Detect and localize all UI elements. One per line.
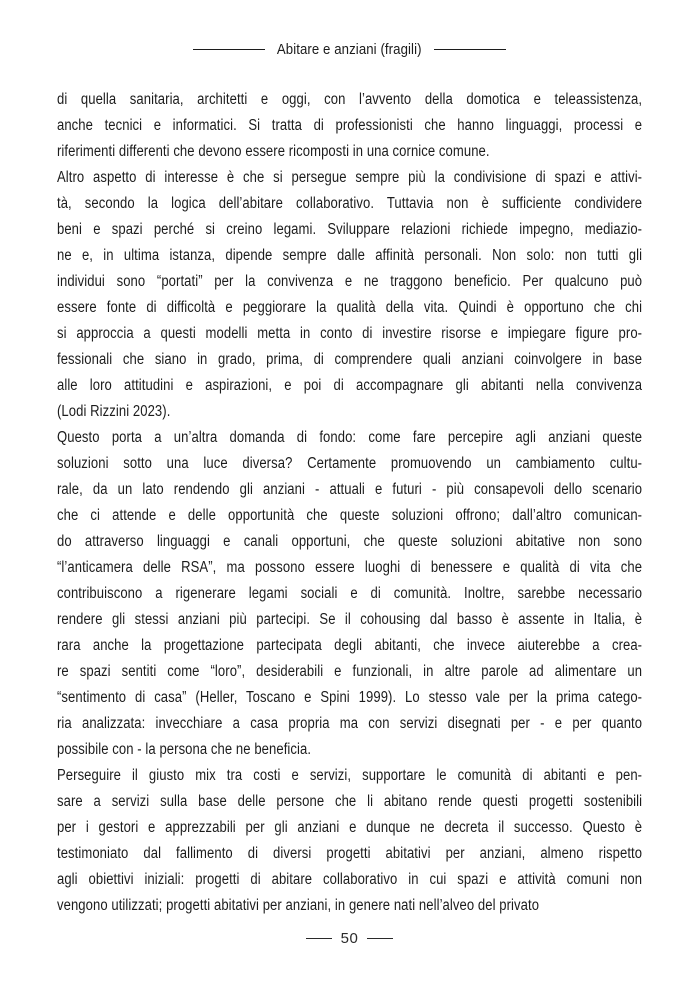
text-line: testimoniato dal fallimento di diversi progetti abitativi per anziani, almeno rispetto (57, 845, 643, 862)
text-line: anche tecnici e informatici. Si tratta di professionisti che hanno linguaggi, processi e (57, 117, 643, 134)
paragraph (57, 87, 642, 165)
footer-rule-right (367, 938, 393, 939)
text-line: “l’anticamera delle RSA”, ma possono essere luoghi di benessere e qualità di vita che (57, 559, 643, 576)
running-head-title: Abitare e anziani (fragili) (277, 41, 422, 58)
text-line: agli obiettivi iniziali: progetti di abitare collaborativo in cui spazi e attività comuni non (57, 871, 643, 888)
text-line: Perseguire il giusto mix tra costi e servizi, supportare le comunità di abitanti e pen- (57, 767, 643, 784)
page-number: 50 (340, 930, 359, 947)
page-header (0, 41, 699, 58)
text-line: soluzioni sotto una luce diversa? Certamente promuovendo un cambiamento cultu- (57, 455, 643, 472)
text-line: rale, da un lato rendendo gli anziani - attuali e futuri - più consapevoli dello scenario (57, 481, 643, 498)
text-line: rara anche la progettazione partecipata degli abitanti, che invece aiuterebbe a crea- (57, 637, 643, 654)
paragraph (57, 165, 642, 425)
text-line: sare a servizi sulla base delle persone che li abitano rende questi progetti sostenibili (57, 793, 643, 810)
text-line: “sentimento di casa” (Heller, Toscano e Spini 1999). Lo stesso vale per la prima catego- (57, 689, 643, 706)
text-line: essere fonte di difficoltà e peggiorare la qualità della vita. Quindi è opportuno che chi (57, 299, 643, 316)
text-line: contribuiscono a rigenerare legami sociali e di comunità. Inoltre, sarebbe necessario (57, 585, 643, 602)
text-line: individui sono “portati” per la convivenza e ne traggono beneficio. Per qualcuno può (57, 273, 643, 290)
text-line: per i gestori e apprezzabili per gli anziani e dunque ne decreta il successo. Questo è (57, 819, 643, 836)
footer-rule-left (306, 938, 332, 939)
text-line: di quella sanitaria, architetti e oggi, con l’avvento della domotica e teleassistenza, (57, 91, 643, 108)
text-line: riferimenti differenti che devono essere ricomposti in una cornice comune. (57, 143, 490, 160)
text-line: fessionali che siano in grado, prima, di comprendere quali anziani coinvolgere in base (57, 351, 643, 368)
header-rule-left (193, 49, 265, 51)
paragraphs-container (57, 87, 642, 919)
body-text (57, 87, 642, 919)
text-line: do attraverso linguaggi e canali opportuni, che queste soluzioni abitative non sono (57, 533, 643, 550)
text-line: alle loro attitudini e aspirazioni, e poi di accompagnare gli abitanti nella convivenza (57, 377, 643, 394)
text-line: vengono utilizzati; progetti abitativi per anziani, in genere nati nell’alveo del privato (57, 897, 540, 914)
text-line: che ci attende e delle opportunità che queste soluzioni offrono; dall’altro comunican- (57, 507, 643, 524)
text-line: tà, secondo la logica dell’abitare collaborativo. Tuttavia non è sufficiente condividere (57, 195, 643, 212)
text-line: si approccia a questi modelli metta in conto di investire risorse e impiegare figure pro- (57, 325, 643, 342)
text-line: (Lodi Rizzini 2023). (57, 403, 171, 420)
text-line: rendere gli stessi anziani più partecipi. Se il cohousing dal basso è assente in Italia, è (57, 611, 643, 628)
paragraph (57, 763, 642, 919)
text-line: beni e spazi perché si creino legami. Sviluppare relazioni richiede impegno, mediazio- (57, 221, 643, 238)
text-line: Altro aspetto di interesse è che si persegue sempre più la condivisione di spazi e attivi- (57, 169, 643, 186)
header-rule-right (434, 49, 506, 51)
text-line: possibile con - la persona che ne beneficia. (57, 741, 312, 758)
page-footer (0, 930, 699, 947)
text-line: ne e, in ultima istanza, dipende sempre dalle affinità personali. Non solo: non tutti gli (57, 247, 643, 264)
paragraph (57, 425, 642, 763)
text-line: Questo porta a un’altra domanda di fondo: come fare percepire agli anziani queste (57, 429, 643, 446)
text-line: ria analizzata: invecchiare a casa propria ma con servizi disegnati per - e per quanto (57, 715, 643, 732)
text-line: re spazi sentiti come “loro”, desiderabili e funzionali, in altre parole ad alimentare un (57, 663, 643, 680)
